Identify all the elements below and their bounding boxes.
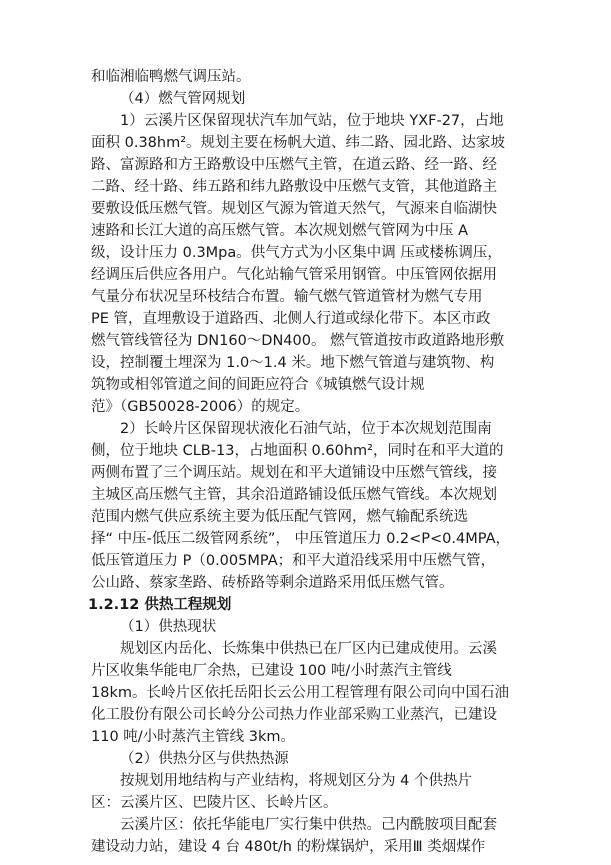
text-line: 和临湘临鸭燃气调压站。 (91, 69, 251, 85)
text-line: 范围内燃气供应系统主要为低压配气管网，燃气输配系统选 (91, 509, 468, 525)
text-line: 110 吨/小时蒸汽主管线 3km。 (91, 729, 296, 745)
text-line: 要敷设低压燃气管。规划区气源为管道天然气，气源来自临湖快 (91, 201, 497, 217)
text-line: 速路和长江大道的高压燃气管。本次规划燃气管网为中压 A (91, 223, 469, 239)
section-heading: 1.2.12 供热工程规划 (88, 597, 232, 613)
text-line: 二路、经十路、纬五路和纬九路敷设中压燃气支管，其他道路主 (91, 179, 497, 195)
text-line: 侧，位于地块 CLB-13，占地面积 0.60hm²，同时在和平大道的 (91, 443, 504, 459)
text-line: 规划区内岳化、长炼集中供热已在厂区内已建成使用。云溪 (120, 641, 497, 657)
text-line: 区：云溪片区、巴陵片区、长岭片区。 (91, 795, 338, 811)
text-line: 化工股份有限公司长岭分公司热力作业部采购工业蒸汽，已建设 (91, 707, 497, 723)
text-line: 低压管道压力 P（0.005MPA；和平大道沿线采用中压燃气管， (91, 553, 496, 569)
text-line: 1）云溪片区保留现状汽车加气站，位于地块 YXF-27，占地 (120, 113, 504, 129)
text-line: 公山路、蔡家垄路、砖桥路等剩余道路采用低压燃气管。 (91, 575, 454, 591)
text-line: 2）长岭片区保留现状液化石油气站，位于本次规划范围南 (120, 421, 492, 437)
text-line: 燃气管线管径为 DN160～DN400。 燃气管道按市政道路地形敷 (91, 333, 505, 349)
text-line: 级，设计压力 0.3Mpa。供气方式为小区集中调 压或楼栋调压， (91, 245, 502, 261)
text-line: 片区收集华能电厂余热，已建设 100 吨/小时蒸汽主管线 (91, 663, 452, 679)
text-line: 两侧布置了三个调压站。规划在和平大道铺设中压燃气管线，接 (91, 465, 497, 481)
text-line: 经调压后供应各用户。气化站输气管采用钢管。中压管网依据用 (91, 267, 497, 283)
text-line: 范》（GB50028-2006）的规定。 (91, 399, 310, 415)
text-line: 筑物或相邻管道之间的间距应符合《城镇燃气设计规 (91, 377, 425, 393)
text-line: 主城区高压燃气主管，其余沿道路铺设低压燃气管线。本次规划 (91, 487, 497, 503)
text-line: 择“ 中压-低压二级管网系统”， 中压管道压力 0.2<P<0.4MPA， (91, 531, 510, 547)
subsection-heading: （1）供热现状 (120, 619, 217, 635)
text-line: 路、富源路和方王路敷设中压燃气主管，在道云路、经一路、经 (91, 157, 497, 173)
text-line: 按规划用地结构与产业结构，将规划区分为 4 个供热片 (120, 773, 472, 789)
text-line: 云溪片区：依托华能电厂实行集中供热。己内酰胺项目配套 (120, 817, 497, 833)
subsection-heading: （4）燃气管网规划 (120, 91, 246, 107)
subsection-heading: （2）供热分区与供热热源 (120, 751, 289, 767)
text-line: 气量分布状况呈环枝结合布置。输气燃气管道管材为燃气专用 (91, 289, 483, 305)
text-line: PE 管，直埋敷设于道路西、北侧人行道或绿化带下。本区市政 (91, 311, 491, 327)
text-line: 18km。长岭片区依托岳阳长云公用工程管理有限公司向中国石油 (91, 685, 509, 701)
text-line: 面积 0.38hm²。规划主要在杨帆大道、纬二路、园北路、达家坡 (91, 135, 506, 151)
text-line: 设，控制覆土埋深为 1.0～1.4 米。地下燃气管道与建筑物、构 (91, 355, 495, 371)
text-line: 建设动力站，建设 4 台 480t/h 的粉煤锅炉，采用Ⅲ 类烟煤作 (91, 839, 486, 855)
